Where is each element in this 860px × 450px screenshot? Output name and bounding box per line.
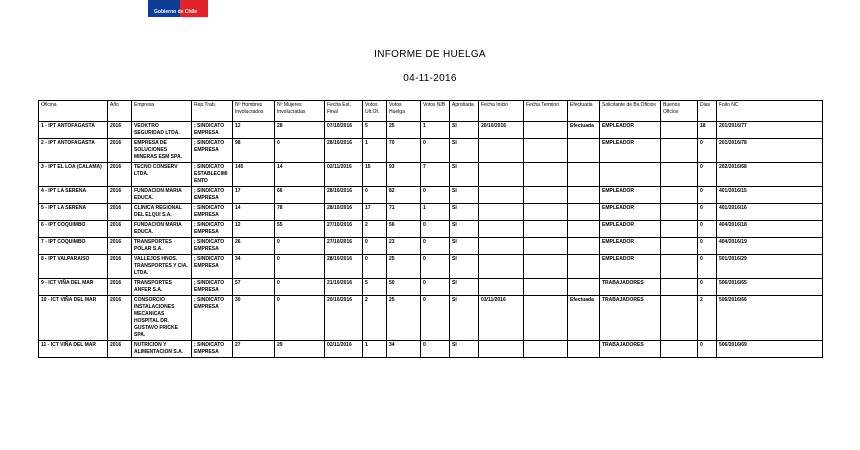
table-cell: SI: [450, 221, 479, 238]
table-cell: ; SINDICATO EMPRESA: [192, 279, 233, 296]
column-header: Votos Ult.Of.: [363, 101, 387, 122]
table-cell: TRANSPORTES POLAR S.A.: [132, 238, 192, 255]
table-row: [39, 221, 823, 238]
table-cell: [524, 139, 568, 163]
table-cell: 2016: [108, 341, 132, 358]
table-cell: 8 - IPT VALPARAISO: [39, 255, 108, 279]
table-cell: 404/2016/18: [717, 221, 823, 238]
table-cell: 02/11/2016: [325, 163, 363, 187]
table-cell: SI: [450, 139, 479, 163]
table-cell: 2016: [108, 139, 132, 163]
column-header: Solicitante de Bs.Oficios: [600, 101, 661, 122]
table-cell: EMPLEADOR: [600, 139, 661, 163]
table-cell: 25: [387, 255, 421, 279]
table-row: [39, 163, 823, 187]
table-cell: [479, 163, 524, 187]
column-header: Dias: [698, 101, 717, 122]
table-cell: 20/10/2016: [325, 296, 363, 341]
table-cell: ; SINDICATO EMPRESA: [192, 341, 233, 358]
table-cell: [661, 187, 698, 204]
column-header: Folio NC: [717, 101, 823, 122]
table-cell: EMPRESA DE SOLUCIONES MINERAS ESM SPA.: [132, 139, 192, 163]
table-cell: FUNDACION MARIA EDUCA.: [132, 187, 192, 204]
table-cell: 23: [387, 238, 421, 255]
table-cell: CLINICA REGIONAL DEL ELQUI S.A.: [132, 204, 192, 221]
table-cell: EMPLEADOR: [600, 122, 661, 139]
table-cell: 0: [698, 204, 717, 221]
table-cell: 401/2016/16: [717, 204, 823, 221]
table-cell: TECNO CONSERV LTDA.: [132, 163, 192, 187]
table-cell: 66: [275, 187, 325, 204]
strike-report-table: [38, 100, 823, 358]
table-cell: 03/11/2016: [479, 296, 524, 341]
table-cell: 2: [363, 296, 387, 341]
table-cell: SI: [450, 163, 479, 187]
table-cell: SI: [450, 341, 479, 358]
table-cell: [479, 279, 524, 296]
table-cell: EMPLEADOR: [600, 187, 661, 204]
table-cell: [524, 296, 568, 341]
table-cell: Efectuada: [568, 122, 600, 139]
table-cell: ; SINDICATO ESTABLECIMIENTO: [192, 163, 233, 187]
column-header: Rep.Trab.: [192, 101, 233, 122]
table-cell: 17: [363, 204, 387, 221]
table-cell: 27/10/2016: [325, 221, 363, 238]
table-cell: 0: [421, 341, 450, 358]
table-cell: [524, 341, 568, 358]
table-cell: ; SINDICATO EMPRESA: [192, 122, 233, 139]
table-cell: 5 - IPT LA SERENA: [39, 204, 108, 221]
table-cell: [661, 221, 698, 238]
table-cell: EMPLEADOR: [600, 255, 661, 279]
table-cell: ; SINDICATO EMPRESA: [192, 255, 233, 279]
table-cell: 57: [233, 279, 275, 296]
table-cell: 7 - IPT COQUIMBO: [39, 238, 108, 255]
table-cell: [661, 255, 698, 279]
column-header: Votos Huelga: [387, 101, 421, 122]
table-cell: [479, 238, 524, 255]
table-cell: 202/2016/68: [717, 163, 823, 187]
table-cell: 50: [387, 279, 421, 296]
table-cell: VEOKTRO SEGURIDAD LTDA.: [132, 122, 192, 139]
table-cell: ; SINDICATO EMPRESA: [192, 296, 233, 341]
table-cell: 2016: [108, 122, 132, 139]
table-cell: 0: [698, 279, 717, 296]
table-cell: 07/10/2016: [325, 122, 363, 139]
table-cell: 70: [387, 139, 421, 163]
table-cell: 0: [275, 279, 325, 296]
table-cell: 0: [698, 341, 717, 358]
table-row: [39, 204, 823, 221]
table-cell: [661, 279, 698, 296]
table-cell: EMPLEADOR: [600, 238, 661, 255]
table-cell: [661, 238, 698, 255]
report-title: INFORME DE HUELGA: [374, 49, 486, 60]
table-cell: 0: [698, 163, 717, 187]
table-row: [39, 238, 823, 255]
table-cell: 5: [363, 122, 387, 139]
table-cell: [600, 163, 661, 187]
table-cell: 71: [387, 204, 421, 221]
table-cell: 28/10/2016: [325, 139, 363, 163]
table-cell: 2 - IPT ANTOFAGASTA: [39, 139, 108, 163]
table-cell: ; SINDICATO EMPRESA: [192, 139, 233, 163]
table-cell: 6 - IPT COQUIMBO: [39, 221, 108, 238]
table-cell: [661, 204, 698, 221]
table-cell: 2016: [108, 204, 132, 221]
table-cell: 0: [421, 296, 450, 341]
table-cell: [568, 187, 600, 204]
table-cell: 0: [275, 238, 325, 255]
table-cell: 2: [698, 296, 717, 341]
table-cell: 28: [275, 122, 325, 139]
table-cell: 2016: [108, 221, 132, 238]
table-cell: 0: [421, 279, 450, 296]
table-cell: 0: [421, 238, 450, 255]
column-header: Nº Mujeres Involucradas: [275, 101, 325, 122]
table-row: [39, 296, 823, 341]
table-cell: 7: [421, 163, 450, 187]
table-cell: [568, 255, 600, 279]
report-date: 04-11-2016: [403, 73, 457, 84]
table-cell: 18: [698, 122, 717, 139]
table-cell: 82: [387, 187, 421, 204]
table-cell: 1: [363, 341, 387, 358]
table-cell: 12: [233, 122, 275, 139]
table-cell: 1 - IPT ANTOFAGASTA: [39, 122, 108, 139]
column-header: Fecha Termino: [524, 101, 568, 122]
table-cell: 15: [363, 163, 387, 187]
table-cell: 34: [387, 341, 421, 358]
table-cell: 29: [275, 341, 325, 358]
table-cell: 2016: [108, 187, 132, 204]
table-cell: 21/10/2016: [325, 279, 363, 296]
column-header: Aprobada: [450, 101, 479, 122]
table-cell: 14: [275, 163, 325, 187]
table-cell: 28/10/2016: [325, 204, 363, 221]
table-cell: 0: [698, 221, 717, 238]
table-cell: EMPLEADOR: [600, 204, 661, 221]
table-cell: 55: [275, 221, 325, 238]
table-cell: 2: [363, 221, 387, 238]
table-header-row: [39, 101, 823, 122]
table-cell: 25: [387, 122, 421, 139]
column-header: Empresa: [132, 101, 192, 122]
table-cell: [568, 279, 600, 296]
table-cell: SI: [450, 122, 479, 139]
table-row: [39, 279, 823, 296]
table-cell: 26: [233, 238, 275, 255]
table-row: [39, 187, 823, 204]
table-cell: 28/10/2016: [325, 187, 363, 204]
table-row: [39, 139, 823, 163]
table-cell: 0: [363, 187, 387, 204]
table-cell: 0: [698, 139, 717, 163]
table-row: [39, 255, 823, 279]
table-cell: [568, 221, 600, 238]
table-cell: TRABAJADORES: [600, 341, 661, 358]
table-cell: 2016: [108, 163, 132, 187]
table-cell: 2016: [108, 255, 132, 279]
table-cell: [479, 341, 524, 358]
table-cell: SI: [450, 238, 479, 255]
table-cell: ; SINDICATO EMPRESA: [192, 187, 233, 204]
table-cell: 93: [387, 163, 421, 187]
table-cell: 5: [363, 279, 387, 296]
table-cell: 11 - ICT VIÑA DEL MAR: [39, 341, 108, 358]
table-cell: 98: [233, 139, 275, 163]
table-cell: 34: [233, 255, 275, 279]
table-cell: 0: [421, 255, 450, 279]
table-cell: 25: [387, 296, 421, 341]
table-cell: 9 - ICT VIÑA DEL MAR: [39, 279, 108, 296]
table-cell: 401/2016/15: [717, 187, 823, 204]
table-cell: SI: [450, 296, 479, 341]
table-cell: 17: [233, 187, 275, 204]
table-cell: 201/2016/78: [717, 139, 823, 163]
table-cell: [479, 187, 524, 204]
table-cell: TRABAJADORES: [600, 296, 661, 341]
table-cell: 506/2016/65: [717, 279, 823, 296]
table-cell: 10 - ICT VIÑA DEL MAR: [39, 296, 108, 341]
table-cell: [568, 163, 600, 187]
column-header: Fecha Inicio: [479, 101, 524, 122]
table-cell: 0: [363, 238, 387, 255]
table-cell: [524, 238, 568, 255]
table-cell: EMPLEADOR: [600, 221, 661, 238]
table-cell: 0: [363, 255, 387, 279]
table-cell: 78: [275, 204, 325, 221]
table-cell: [524, 187, 568, 204]
table-cell: TRANSPORTES ANFER S.A.: [132, 279, 192, 296]
column-header: Efectuada: [568, 101, 600, 122]
table-cell: 12: [233, 221, 275, 238]
table-cell: FUNDACION MARIA EDUCA.: [132, 221, 192, 238]
table-cell: 0: [275, 255, 325, 279]
table-cell: 27/10/2016: [325, 238, 363, 255]
table-cell: SI: [450, 279, 479, 296]
table-cell: 0: [275, 139, 325, 163]
table-cell: [479, 139, 524, 163]
table-cell: 1: [421, 122, 450, 139]
table-cell: ; SINDICATO EMPRESA: [192, 238, 233, 255]
table-cell: 0: [698, 187, 717, 204]
table-cell: 2016: [108, 238, 132, 255]
table-cell: 501/2016/29: [717, 255, 823, 279]
table-cell: 14: [233, 204, 275, 221]
table-row: [39, 341, 823, 358]
table-cell: 0: [421, 221, 450, 238]
table-cell: 3 - IPT EL LOA (CALAMA): [39, 163, 108, 187]
table-cell: [661, 139, 698, 163]
table-cell: 1: [363, 139, 387, 163]
table-cell: [524, 204, 568, 221]
table-cell: [661, 163, 698, 187]
table-cell: 0: [275, 296, 325, 341]
column-header: Votos N/B: [421, 101, 450, 122]
table-cell: [524, 221, 568, 238]
table-cell: [524, 255, 568, 279]
table-cell: 2016: [108, 279, 132, 296]
table-cell: 0: [698, 238, 717, 255]
column-header: Nº Hombres Involucrados: [233, 101, 275, 122]
table-cell: 30: [233, 296, 275, 341]
table-cell: [479, 204, 524, 221]
table-cell: 20/10/2016: [479, 122, 524, 139]
table-cell: [524, 279, 568, 296]
logo-text: Gobierno de Chile: [154, 9, 198, 15]
table-cell: 27: [233, 341, 275, 358]
table-cell: [479, 255, 524, 279]
table-cell: 201/2016/77: [717, 122, 823, 139]
table-cell: [568, 204, 600, 221]
column-header: Buenos Oficios: [661, 101, 698, 122]
table-cell: NUTRICION Y ALIMENTACION S.A.: [132, 341, 192, 358]
table-cell: 2016: [108, 296, 132, 341]
table-cell: TRABAJADORES: [600, 279, 661, 296]
table-cell: SI: [450, 187, 479, 204]
gobierno-de-chile-logo: [148, 0, 208, 17]
column-header: Año: [108, 101, 132, 122]
table-cell: [524, 122, 568, 139]
table-cell: 4 - IPT LA SERENA: [39, 187, 108, 204]
table-cell: [479, 221, 524, 238]
table-cell: 02/11/2016: [325, 341, 363, 358]
table-cell: 506/2016/66: [717, 296, 823, 341]
table-row: [39, 122, 823, 139]
table-cell: [568, 238, 600, 255]
table-cell: [568, 139, 600, 163]
table-cell: 0: [698, 255, 717, 279]
table-cell: [661, 296, 698, 341]
table-cell: [661, 341, 698, 358]
table-cell: 0: [421, 187, 450, 204]
table-cell: 506/2016/69: [717, 341, 823, 358]
table-cell: [568, 341, 600, 358]
table-cell: 1: [421, 204, 450, 221]
table-cell: 56: [387, 221, 421, 238]
table-cell: 404/2016/19: [717, 238, 823, 255]
table-cell: [661, 122, 698, 139]
table-cell: 0: [421, 139, 450, 163]
table-cell: 28/10/2016: [325, 255, 363, 279]
table-cell: ; SINDICATO EMPRESA: [192, 221, 233, 238]
table-cell: [524, 163, 568, 187]
table-cell: 145: [233, 163, 275, 187]
table-cell: CONSORCIO INSTALACIONES MECANICAS HOSPITAL DR. GUSTAVO FRICKE SPA.: [132, 296, 192, 341]
table-cell: VALLEJOS HNOS. TRANSPORTES Y CIA. LTDA.: [132, 255, 192, 279]
table-cell: SI: [450, 204, 479, 221]
table-cell: Efectuada: [568, 296, 600, 341]
column-header: Fecha Est. Final: [325, 101, 363, 122]
column-header: Oficina: [39, 101, 108, 122]
table-cell: ; SINDICATO EMPRESA: [192, 204, 233, 221]
table-body: [39, 122, 823, 358]
table-cell: SI: [450, 255, 479, 279]
